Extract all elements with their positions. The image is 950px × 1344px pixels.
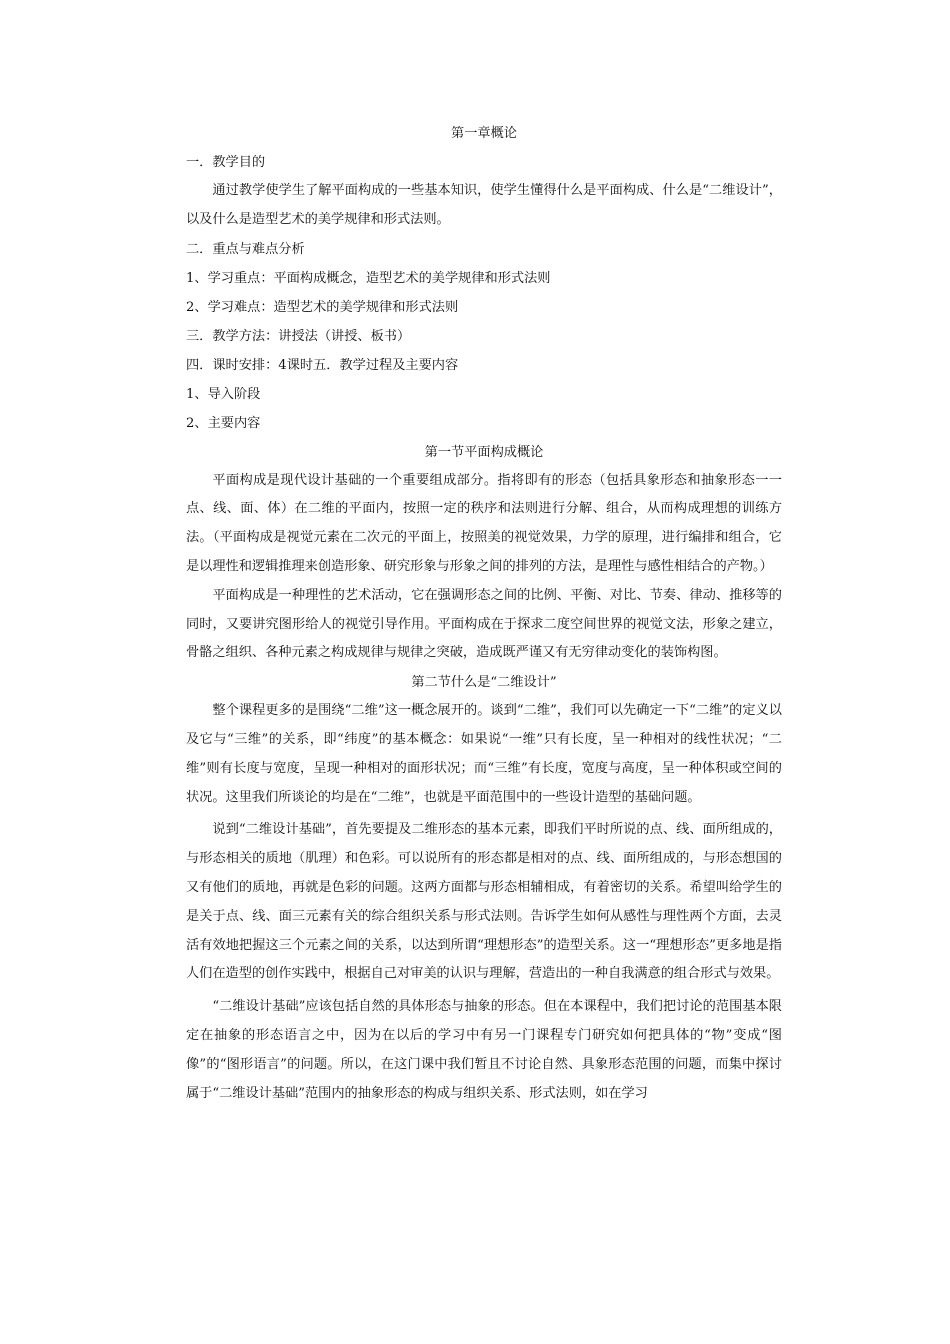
- step-main-content: 2、主要内容: [186, 415, 261, 431]
- section2-paragraph-3: “二维设计基础”应该包括自然的具体形态与抽象的形态。但在本课程中，我们把讨论的范围基本限定在抽象的形态语言之中，因为在以后的学习中有另一门课程专门研究如何把具体的“物”变成“图像”的“图形语言”的问题。所以，在这门课中我们暂且不讨论自然、具象形态范围的问题，而集中探讨属于“二维设计基础”范围内的抽象形态的构成与组织关系、形式法则，如在学习: [186, 999, 782, 1101]
- step-intro: 1、导入阶段: [186, 386, 261, 402]
- section-heading-key-points: 二．重点与难点分析: [186, 241, 305, 257]
- section2-paragraph-1: 整个课程更多的是围绕“二维”这一概念展开的。谈到“二维”，我们可以先确定一下“二维”的定义以及它与“三维”的关系，即“纬度”的基本概念：如果说“一维”只有长度，呈一种相对的线性状况；“二维”则有长度与宽度，呈现一种相对的面形状况；而“三维”有长度，宽度与高度，呈一种体积或空间的状况。这里我们所谈论的均是在“二维”，也就是平面范围中的一些设计造型的基础问题。: [186, 703, 782, 805]
- section1-paragraph-1: 平面构成是现代设计基础的一个重要组成部分。指将即有的形态（包括具象形态和抽象形态一一点、线、面、体）在二维的平面内，按照一定的秩序和法则进行分解、组合，从而构成理想的训练方法。（平面构成是视觉元素在二次元的平面上，按照美的视觉效果，力学的原理，进行编排和组合，它是以理性和逻辑推理来创造形象、研究形象与形象之间的排列的方法，是理性与感性相结合的产物。）: [186, 472, 782, 574]
- section-heading-teaching-method: 三．教学方法：讲授法（讲授、板书）: [186, 328, 411, 344]
- section2-paragraph-2: 说到“二维设计基础”，首先要提及二维形态的基本元素，即我们平时所说的点、线、面所组成的，与形态相关的质地（肌理）和色彩。可以说所有的形态都是相对的点、线、面所组成的，与形态想国的又有他们的质地，再就是色彩的问题。这两方面都与形态相辅相成，有着密切的关系。希望叫给学生的是关于点、线、面三元素有关的综合组织关系与形式法则。告诉学生如何从感性与理性两个方面，去灵活有效地把握这三个元素之间的关系，以达到所谓“理想形态”的造型关系。这一“理想形态”更多地是指人们在造型的创作实践中，根据自己对审美的认识与理解，营造出的一种自我满意的组合形式与效果。: [186, 822, 782, 982]
- difficulty-item: 2、学习难点：造型艺术的美学规律和形式法则: [186, 299, 459, 315]
- document-page: [186, 119, 782, 1108]
- section-title-1: 第一节平面构成概论: [424, 444, 544, 460]
- chapter-title: 第一章概论: [451, 126, 517, 141]
- section-heading-teaching-goal: 一．教学目的: [186, 155, 266, 170]
- teaching-goal-paragraph: 通过教学使学生了解平面构成的一些基本知识，使学生懂得什么是平面构成、什么是“二维设计”，以及什么是造型艺术的美学规律和形式法则。: [186, 183, 782, 227]
- section1-paragraph-2: 平面构成是一种理性的艺术活动，它在强调形态之间的比例、平衡、对比、节奏、律动、推移等的同时，又要讲究图形给人的视觉引导作用。平面构成在于探求二度空间世界的视觉文法，形象之建立，骨骼之组织、各种元素之构成规律与规律之突破，造成既严谨又有无穷律动变化的装饰构图。: [186, 587, 782, 661]
- section-heading-schedule: 四．课时安排：4课时五．教学过程及主要内容: [186, 357, 459, 373]
- key-point-item: 1、学习重点：平面构成概念，造型艺术的美学规律和形式法则: [186, 270, 551, 286]
- section-title-2: 第二节什么是“二维设计”: [411, 675, 557, 691]
